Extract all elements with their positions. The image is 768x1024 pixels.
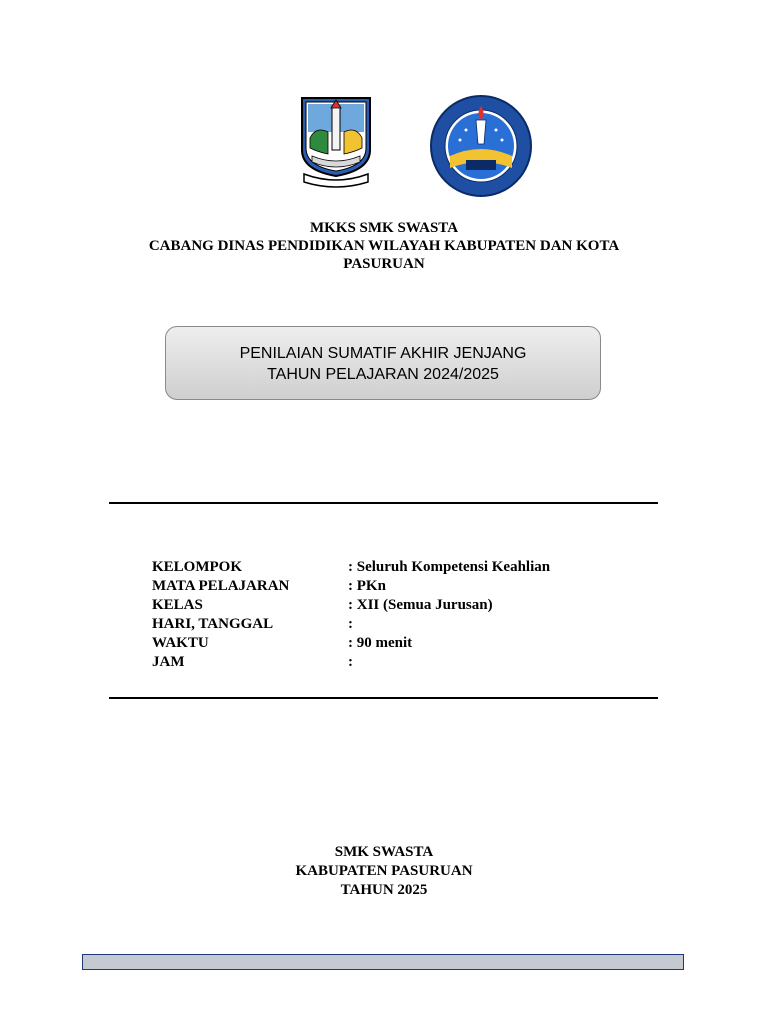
info-value: : (348, 616, 353, 632)
exam-title-line-1: PENILAIAN SUMATIF AKHIR JENJANG (239, 345, 527, 362)
exam-title-box (165, 326, 601, 400)
info-value: : Seluruh Kompetensi Keahlian (348, 559, 551, 575)
info-label: HARI, TANGGAL (152, 616, 274, 632)
info-value: : PKn (348, 578, 386, 594)
exam-title-line-2: TAHUN PELAJARAN 2024/2025 (267, 366, 499, 383)
footer-line-1: SMK SWASTA (334, 844, 434, 860)
jatim-provincial-emblem-icon (298, 92, 374, 188)
header-line-3: PASURUAN (343, 256, 425, 272)
school-header (0, 219, 768, 273)
info-value: : (348, 654, 353, 670)
info-value: : 90 menit (348, 635, 413, 651)
info-label: MATA PELAJARAN (152, 578, 290, 594)
school-footer (0, 843, 768, 900)
info-label: KELOMPOK (152, 559, 242, 575)
info-label: WAKTU (152, 635, 209, 651)
info-label: KELAS (152, 597, 203, 613)
header-line-1: MKKS SMK SWASTA (309, 220, 459, 236)
mkks-smk-swasta-emblem-icon (426, 94, 536, 198)
divider-bottom (109, 697, 658, 699)
page-footer-bar (82, 954, 684, 970)
header-line-2: CABANG DINAS PENDIDIKAN WILAYAH KABUPATEN DAN KOTA (148, 238, 620, 254)
footer-line-2: KABUPATEN PASURUAN (295, 863, 473, 879)
info-label: JAM (152, 654, 185, 670)
divider-top (109, 502, 658, 504)
info-value: : XII (Semua Jurusan) (348, 597, 493, 613)
footer-line-3: TAHUN 2025 (340, 882, 428, 898)
